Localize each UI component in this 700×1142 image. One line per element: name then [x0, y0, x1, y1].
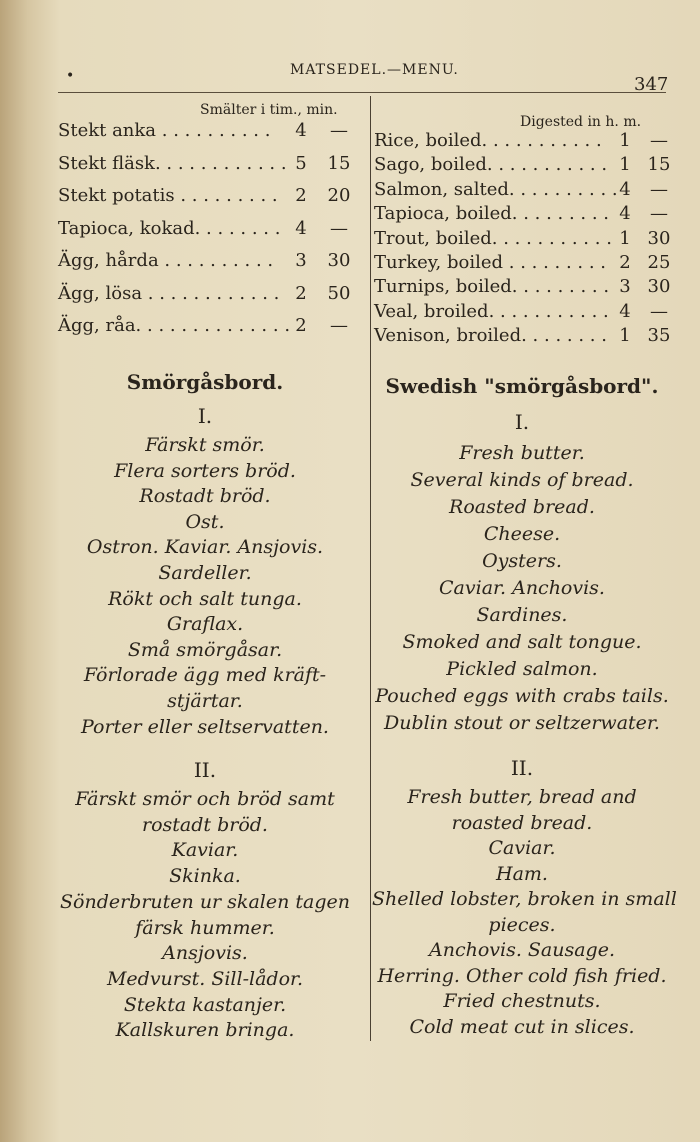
right-table-row: [374, 276, 674, 300]
menu-item: Sönderbruten ur skalen tagen: [60, 890, 350, 913]
menu-item: Caviar. Anchovis.: [439, 577, 605, 599]
food-name: Ägg, råa. . . . . . . . . . . . . .: [58, 315, 291, 336]
right-table-row: [374, 325, 674, 349]
menu-item: Rökt och salt tunga.: [108, 587, 302, 610]
menu-item: Shelled lobster, broken in small: [372, 888, 677, 910]
hours-value: 2: [295, 185, 307, 206]
hours-value: 2: [295, 315, 307, 336]
food-name: Tapioca, kokad. . . . . . . .: [58, 217, 281, 239]
menu-item: Färskt smör.: [145, 434, 265, 456]
minutes-value: 50: [327, 282, 351, 304]
left-table-row: [58, 153, 368, 177]
hours-value: 3: [295, 250, 307, 271]
minutes-value: 15: [647, 154, 671, 176]
menu-item: Caviar.: [488, 837, 556, 859]
menu-item: Färskt smör och bröd samt: [75, 788, 335, 810]
menu-item: Pickled salmon.: [446, 658, 598, 680]
hours-value: 4: [295, 120, 307, 141]
minutes-value: —: [650, 203, 668, 225]
food-name: Salmon, salted. . . . . . . . . .: [374, 178, 618, 200]
menu-item: Medvurst. Sill-lådor.: [106, 967, 304, 990]
hours-value: 1: [619, 130, 631, 151]
column-divider: [370, 96, 371, 1041]
minutes-value: —: [650, 178, 668, 200]
menu-item: Herring. Other cold fish fried.: [377, 964, 667, 987]
right-table-row: [374, 130, 674, 154]
menu-item: Sardines.: [476, 604, 568, 626]
left-menu-heading: Smörgåsbord.: [126, 370, 284, 394]
menu-item: Fresh butter, bread and: [407, 786, 637, 808]
right-table-header: Digested in h. m.: [520, 114, 642, 130]
minutes-value: 30: [647, 276, 671, 298]
menu-item: Ost.: [185, 510, 225, 533]
menu-item: Porter eller seltservatten.: [81, 715, 329, 738]
menu-item: Rostadt bröd.: [139, 485, 271, 508]
right-table-row: [374, 252, 674, 276]
menu-item: Oysters.: [482, 550, 562, 572]
food-name: Veal, broiled. . . . . . . . . . .: [374, 300, 609, 322]
menu-item: Ostron. Kaviar. Ansjovis.: [86, 536, 324, 559]
food-name: Rice, boiled. . . . . . . . . . .: [374, 130, 602, 151]
menu-item: Cheese.: [483, 523, 561, 545]
menu-item: roasted bread.: [451, 811, 593, 834]
menu-item: Förlorade ägg med kräft-: [83, 664, 327, 687]
menu-item: Ansjovis.: [162, 942, 248, 965]
left-section2-label: II.: [193, 758, 217, 782]
hours-value: 1: [619, 227, 631, 249]
header-dot: •: [66, 68, 75, 84]
menu-item: Sardeller.: [158, 562, 252, 584]
minutes-value: 25: [647, 252, 671, 273]
right-section2-label: II.: [510, 756, 534, 780]
minutes-value: 30: [327, 250, 351, 271]
hours-value: 4: [619, 300, 631, 322]
menu-item: Pouched eggs with crabs tails.: [375, 685, 669, 707]
menu-item: Smoked and salt tongue.: [402, 631, 642, 653]
hours-value: 4: [619, 203, 631, 225]
left-table-row: [58, 250, 368, 274]
right-menu-heading: Swedish "smörgåsbord".: [385, 374, 659, 398]
left-table-row: [58, 218, 368, 242]
menu-item: färsk hummer.: [135, 916, 275, 939]
food-name: Turnips, boiled. . . . . . . . .: [374, 276, 610, 298]
minutes-value: —: [330, 217, 348, 239]
minutes-value: —: [330, 120, 348, 141]
hours-value: 2: [295, 282, 307, 304]
left-table-row: [58, 283, 368, 307]
hours-value: 1: [619, 154, 631, 176]
right-section1-label: I.: [514, 410, 530, 434]
menu-item: Cold meat cut in slices.: [409, 1015, 635, 1038]
menu-item: Kallskuren bringa.: [115, 1019, 295, 1042]
minutes-value: 35: [647, 325, 671, 347]
food-name: Stekt anka . . . . . . . . . .: [58, 120, 271, 141]
menu-item: Skinka.: [169, 865, 241, 888]
menu-item: Graflax.: [166, 613, 244, 636]
page-number: 347: [634, 74, 669, 95]
hours-value: 2: [619, 252, 631, 273]
header-rule: [58, 92, 666, 93]
menu-item: Roasted bread.: [449, 496, 595, 518]
left-table-row: [58, 120, 368, 144]
menu-item: Små smörgåsar.: [127, 638, 283, 661]
hours-value: 3: [619, 276, 631, 298]
running-head: MATSEDEL.—MENU.: [290, 62, 459, 78]
menu-item: Several kinds of bread.: [410, 469, 634, 491]
minutes-value: 20: [327, 185, 351, 206]
menu-item: Fresh butter.: [459, 442, 585, 464]
right-table-row: [374, 228, 674, 252]
hours-value: 5: [295, 152, 307, 174]
left-table-row: [58, 185, 368, 209]
food-name: Ägg, lösa . . . . . . . . . . . .: [58, 282, 280, 304]
food-name: Tapioca, boiled. . . . . . . . .: [374, 203, 610, 225]
menu-item: Stekta kastanjer.: [123, 993, 287, 1016]
minutes-value: 30: [647, 227, 671, 249]
food-name: Trout, boiled. . . . . . . . . . .: [374, 227, 612, 249]
menu-item: Fried chestnuts.: [443, 990, 601, 1012]
menu-item: Flera sorters bröd.: [114, 459, 296, 482]
right-table-row: [374, 301, 674, 325]
menu-item: pieces.: [488, 913, 556, 936]
right-table-row: [374, 154, 674, 178]
menu-item: Dublin stout or seltzerwater.: [384, 712, 660, 734]
menu-item: Kaviar.: [171, 839, 239, 862]
food-name: Stekt fläsk. . . . . . . . . . . .: [58, 152, 287, 174]
hours-value: 1: [619, 325, 631, 347]
menu-item: Anchovis. Sausage.: [428, 939, 616, 961]
menu-item: stjärtar.: [167, 690, 243, 712]
hours-value: 4: [295, 217, 307, 239]
right-table-row: [374, 203, 674, 227]
minutes-value: —: [330, 315, 348, 336]
food-name: Ägg, hårda . . . . . . . . . .: [58, 250, 274, 271]
food-name: Sago, boiled. . . . . . . . . . .: [374, 154, 608, 176]
minutes-value: 15: [327, 152, 351, 174]
minutes-value: —: [650, 300, 668, 322]
left-table-row: [58, 315, 368, 339]
food-name: Turkey, boiled . . . . . . . . .: [374, 252, 607, 273]
menu-item: Ham.: [496, 862, 548, 885]
food-name: Venison, broiled. . . . . . . .: [374, 325, 607, 347]
menu-item: rostadt bröd.: [142, 813, 268, 836]
hours-value: 4: [619, 178, 631, 200]
left-table-header: Smälter i tim., min.: [200, 102, 338, 118]
minutes-value: —: [650, 130, 668, 151]
right-table-row: [374, 179, 674, 203]
food-name: Stekt potatis . . . . . . . . .: [58, 185, 278, 206]
left-section1-label: I.: [197, 404, 213, 428]
